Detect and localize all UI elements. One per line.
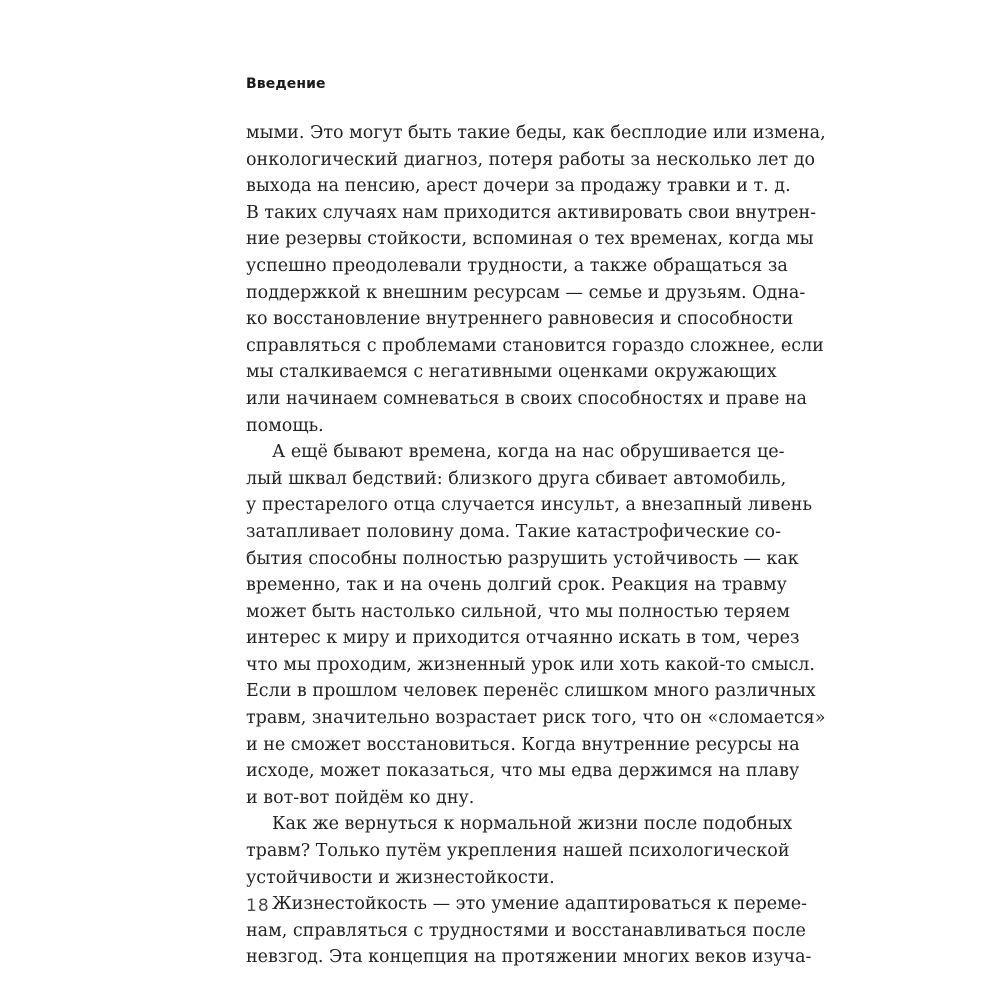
- text-line: травм, значительно возрастает риск того, что он «сломается»: [246, 708, 826, 729]
- text-line: Если в прошлом человек перенёс слишком много различных: [246, 681, 816, 702]
- running-head: Введение: [246, 76, 326, 92]
- text-line: В таких случаях нам приходится активировать свои внутрен-: [246, 202, 817, 223]
- text-line: или начинаем сомневаться в своих способностях и праве на: [246, 388, 807, 409]
- text-line: успешно преодолевали трудности, а также обращаться за: [246, 255, 788, 276]
- text-line: что мы проходим, жизненный урок или хоть какой-то смысл.: [246, 654, 815, 675]
- text-line: мы сталкиваемся с негативными оценками окружающих: [246, 362, 777, 383]
- text-line: временно, так и на очень долгий срок. Реакция на травму: [246, 575, 787, 596]
- text-line: может быть настолько сильной, что мы полностью теряем: [246, 601, 791, 622]
- text-line: ние резервы стойкости, вспоминая о тех временах, когда мы: [246, 229, 814, 250]
- text-line: затапливает половину дома. Такие катастрофические со-: [246, 521, 781, 542]
- text-line: устойчивости и жизнестойкости.: [246, 867, 555, 888]
- text-line: у престарелого отца случается инсульт, а внезапный ливень: [246, 495, 812, 516]
- text-line: выхода на пенсию, арест дочери за продажу травки и т. д.: [246, 176, 791, 197]
- text-line: Жизнестойкость — это умение адаптироваться к переме-: [272, 894, 808, 915]
- text-line: онкологический диагноз, потеря работы за несколько лет до: [246, 149, 816, 170]
- text-line: и вот-вот пойдём ко дну.: [246, 787, 475, 808]
- text-line: исходе, может показаться, что мы едва держимся на плаву: [246, 761, 800, 782]
- text-line: А ещё бывают времена, когда на нас обрушивается це-: [272, 442, 785, 463]
- text-line: справляться с проблемами становится гораздо сложнее, если: [246, 335, 824, 356]
- body-text: [246, 120, 826, 971]
- text-line: лый шквал бедствий: близкого друга сбивает автомобиль,: [246, 468, 787, 489]
- text-line: невзгод. Эта концепция на протяжении многих веков изуча-: [246, 947, 812, 968]
- text-line: ко восстановление внутреннего равновесия и способности: [246, 309, 794, 330]
- text-line: травм? Только путём укрепления нашей психологической: [246, 841, 790, 862]
- text-line: бытия способны полностью разрушить устойчивость — как: [246, 548, 799, 569]
- text-line: мыми. Это могут быть такие беды, как бесплодие или измена,: [246, 123, 826, 143]
- text-line: Как же вернуться к нормальной жизни после подобных: [272, 814, 793, 835]
- text-line: и не сможет восстановиться. Когда внутренние ресурсы на: [246, 734, 800, 755]
- page-number: 18: [246, 896, 270, 916]
- text-line: помощь.: [246, 415, 324, 436]
- text-line: нам, справляться с трудностями и восстанавливаться после: [246, 920, 806, 941]
- text-line: интерес к миру и приходится отчаянно искать в том, через: [246, 628, 800, 649]
- text-line: поддержкой к внешним ресурсам — семье и друзьям. Одна-: [246, 282, 806, 303]
